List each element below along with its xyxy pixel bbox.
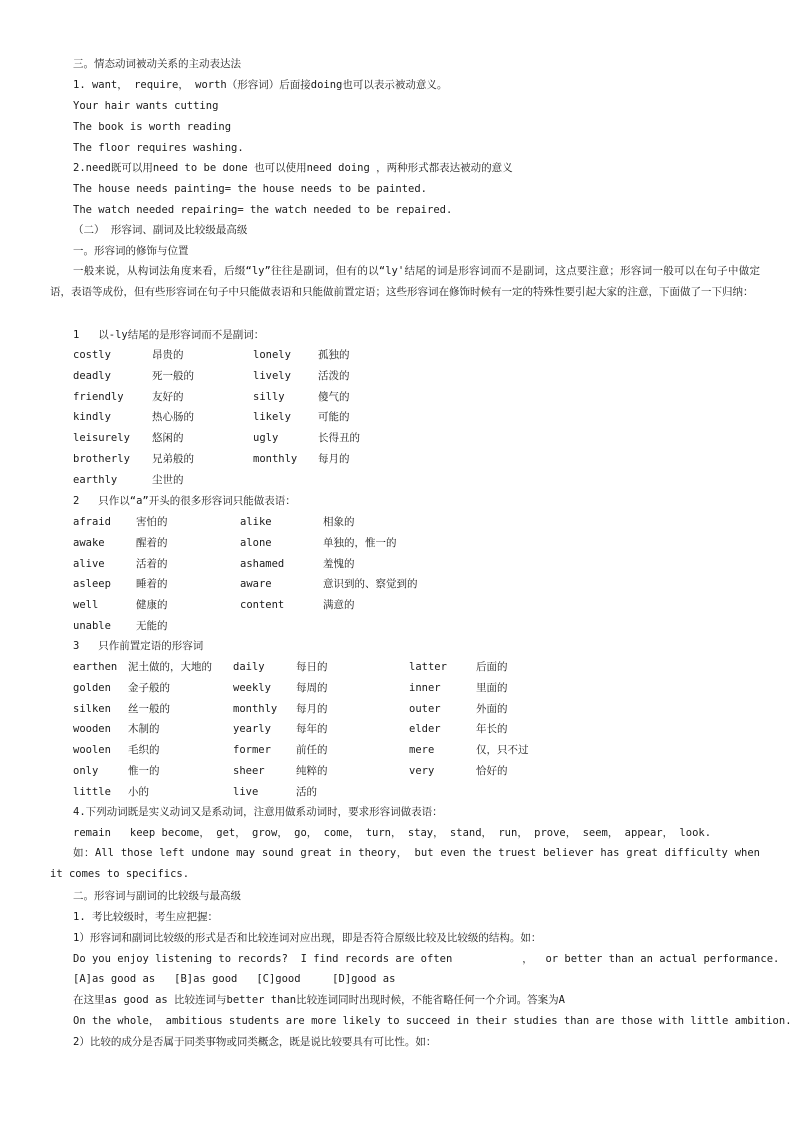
chinese-meaning: 害怕的 <box>136 516 168 528</box>
subsection-2-title: 二。形容词与副词的比较级与最高级 <box>73 890 241 902</box>
chinese-meaning: 孤独的 <box>318 349 350 361</box>
group-4-title: 4.下列动词既是实义动词又是系动词，注意用做系动词时，要求形容词做表语： <box>73 806 443 818</box>
chinese-meaning: 纯粹的 <box>296 765 328 777</box>
chinese-meaning: 羞愧的 <box>323 557 355 570</box>
chinese-meaning: 健康的 <box>136 599 168 612</box>
chinese-meaning: 死一般的 <box>152 369 194 382</box>
group-2-title: 2 只作以“a”开头的很多形容词只能做表语： <box>73 495 296 507</box>
chinese-meaning: 热心肠的 <box>152 411 194 424</box>
english-word: unable <box>73 620 111 632</box>
chinese-meaning: 外面的 <box>476 702 508 715</box>
chinese-meaning: 活着的 <box>136 557 168 570</box>
example-line: The watch needed repairing= the watch needed to be repaired. <box>73 204 453 216</box>
subsection-1-title: 一。形容词的修饰与位置 <box>73 245 189 257</box>
subsection-2-point-1a: 1）形容词和副词比较级的形式是否和比较连词对应出现，即是否符合原级比较及比较级的结构。如： <box>73 932 542 944</box>
chinese-meaning: 恰好的 <box>476 765 508 777</box>
chinese-meaning: 前任的 <box>296 744 328 757</box>
chinese-meaning: 活泼的 <box>318 369 350 382</box>
chinese-meaning: 无能的 <box>136 620 168 632</box>
chinese-meaning: 每年的 <box>296 723 328 736</box>
chinese-meaning: 意识到的、察觉到的 <box>323 578 418 591</box>
english-word: very <box>409 765 435 777</box>
english-word: content <box>240 599 285 612</box>
chinese-meaning: 每周的 <box>296 681 328 694</box>
english-word: weekly <box>233 681 271 694</box>
chinese-meaning: 可能的 <box>318 411 350 424</box>
explanation-line: 在这里as good as 比较连词与better than比较连词同时出现时候，不能省略任何一个介词。答案为A <box>73 994 565 1006</box>
english-word: ugly <box>253 432 279 445</box>
chinese-meaning: 单独的，惟一的 <box>323 536 397 549</box>
english-word: inner <box>409 681 441 694</box>
english-word: sheer <box>233 765 265 777</box>
example-paragraph: 如：All those left undone may sound great in theory， but even the truest believer has great difficulty when it comes to specifics. <box>50 847 760 880</box>
english-word: live <box>233 785 259 798</box>
english-word: outer <box>409 702 441 715</box>
chinese-meaning: 傻气的 <box>318 390 350 403</box>
chinese-meaning: 尘世的 <box>152 473 184 486</box>
chinese-meaning: 醒着的 <box>136 536 168 549</box>
english-word: mere <box>409 744 435 757</box>
english-word: costly <box>73 349 111 361</box>
english-word: ashamed <box>240 557 285 570</box>
english-word: aware <box>240 578 272 591</box>
english-word: silly <box>253 390 285 403</box>
english-word: monthly <box>233 702 278 715</box>
chinese-meaning: 活的 <box>296 785 317 798</box>
chinese-meaning: 小的 <box>128 785 149 798</box>
chinese-meaning: 毛织的 <box>128 744 160 757</box>
english-word: yearly <box>233 723 271 736</box>
english-word: lonely <box>253 349 291 361</box>
english-word: friendly <box>73 390 124 403</box>
english-word: former <box>233 744 271 757</box>
english-word: deadly <box>73 369 111 382</box>
chinese-meaning: 每月的 <box>296 702 328 715</box>
example-line: The book is worth reading <box>73 121 232 133</box>
example-line: On the whole， ambitious students are more likely to succeed in their studies than are those with little ambition. <box>73 1015 792 1027</box>
english-word: likely <box>253 411 291 424</box>
english-word: afraid <box>73 516 111 528</box>
chinese-meaning: 每日的 <box>296 661 328 673</box>
question-line <box>73 952 779 966</box>
english-word: earthly <box>73 473 118 486</box>
question-text-b: ， or better than an actual performance. <box>522 953 780 965</box>
english-word: woolen <box>73 744 111 757</box>
question-text-a: Do you enjoy listening to records? I find records are often <box>73 953 453 965</box>
english-word: golden <box>73 681 111 694</box>
english-word: lively <box>253 369 291 382</box>
english-word: brotherly <box>73 453 130 465</box>
linking-verbs-list: remain keep become， get， grow， go， come， turn， stay， stand， run， prove， seem， appear， look. <box>73 827 712 839</box>
chinese-meaning: 兄弟般的 <box>152 453 194 465</box>
english-word: daily <box>233 661 265 673</box>
chinese-meaning: 昂贵的 <box>152 349 184 361</box>
section-3-title: 三。情态动词被动关系的主动表达法 <box>73 58 241 70</box>
example-line: The house needs painting= the house needs to be painted. <box>73 183 428 195</box>
example-line: Your hair wants cutting <box>73 100 219 112</box>
chinese-meaning: 相象的 <box>323 516 355 528</box>
chinese-meaning: 睡着的 <box>136 578 168 591</box>
rule-1: 1. want， require， worth（形容词）后面接doing也可以表示被动意义。 <box>73 79 448 91</box>
english-word: leisurely <box>73 432 130 445</box>
english-word: awake <box>73 536 105 549</box>
subsection-2-point-1: 1. 考比较级时，考生应把握： <box>73 911 218 923</box>
group-1-title: 1 以-ly结尾的是形容词而不是副词： <box>73 329 265 341</box>
english-word: earthen <box>73 661 118 673</box>
chinese-meaning: 每月的 <box>318 453 350 465</box>
chinese-meaning: 长得丑的 <box>318 432 360 445</box>
intro-paragraph: 一般来说，从构词法角度来看，后缀“ly”往往是副词，但有的以“ly'结尾的词是形容词而不是副词，这点要注意；形容词一般可以在句子中做定语，表语等成份，但有些形容词在句子中只能做表语和只能做前置定语；这些形容词在修饰时候有一定的特殊性要引起大家的注意，下面做了一下归纳： <box>50 265 760 298</box>
chinese-meaning: 里面的 <box>476 681 508 694</box>
chinese-meaning: 惟一的 <box>128 765 160 777</box>
rule-2: 2.need既可以用need to be done 也可以使用need doing ，两种形式都表达被动的意义 <box>73 162 513 174</box>
chinese-meaning: 年长的 <box>476 723 508 736</box>
english-word: elder <box>409 723 441 736</box>
chinese-meaning: 金子般的 <box>128 681 170 694</box>
english-word: alone <box>240 536 272 549</box>
chinese-meaning: 友好的 <box>152 390 184 403</box>
english-word: kindly <box>73 411 111 424</box>
group-3-title: 3 只作前置定语的形容词 <box>73 640 204 652</box>
part-2-heading: （二） 形容词、副词及比较级最高级 <box>73 224 248 236</box>
chinese-meaning: 悠闲的 <box>152 432 184 445</box>
chinese-meaning: 木制的 <box>128 723 160 736</box>
chinese-meaning: 满意的 <box>323 599 355 612</box>
english-word: alive <box>73 557 105 570</box>
english-word: silken <box>73 702 111 715</box>
english-word: alike <box>240 516 272 528</box>
chinese-meaning: 仅，只不过 <box>476 744 529 757</box>
chinese-meaning: 泥土做的，大地的 <box>128 661 212 673</box>
english-word: little <box>73 785 111 798</box>
english-word: only <box>73 765 99 777</box>
english-word: well <box>73 599 99 612</box>
chinese-meaning: 后面的 <box>476 661 508 673</box>
chinese-meaning: 丝一般的 <box>128 702 170 715</box>
english-word: monthly <box>253 453 298 465</box>
answer-options: [A]as good as [B]as good [C]good [D]good as <box>73 973 396 985</box>
english-word: wooden <box>73 723 111 736</box>
example-line: The floor requires washing. <box>73 142 244 154</box>
english-word: asleep <box>73 578 111 591</box>
subsection-2-point-2: 2）比较的成分是否属于同类事物或同类概念，既是说比较要具有可比性。如： <box>73 1036 437 1048</box>
english-word: latter <box>409 661 447 673</box>
